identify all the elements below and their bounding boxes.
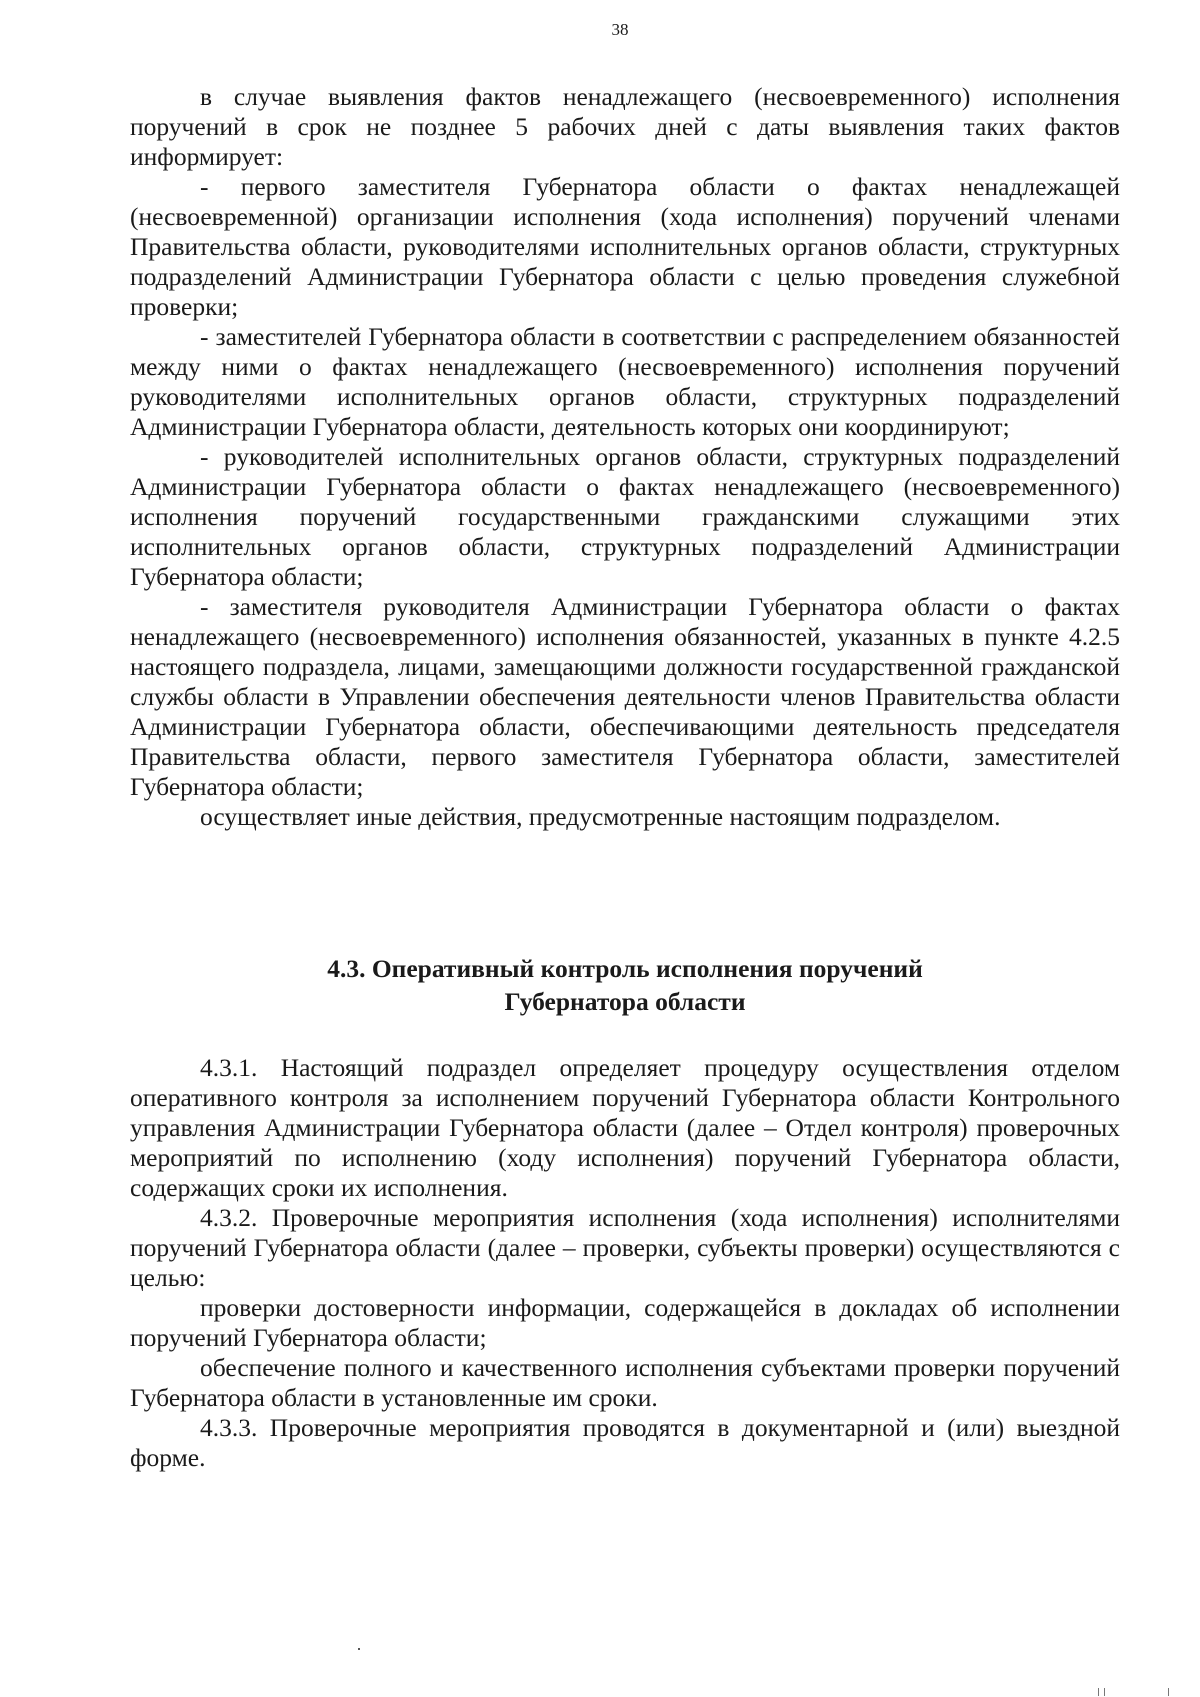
- page-number: 38: [611, 20, 629, 39]
- list-item: - первого заместителя Губернатора области о фактах ненадлежащей (несвоевременной) организации исполнения (хода исполнения) поручений членами Правительства области, руководителями исполнительных органов области, структурных подразделений Администрации Губернатора области с целью проведения служебной проверки;: [130, 172, 1120, 321]
- list-item: - заместителей Губернатора области в соответствии с распределением обязанностей между ними о фактах ненадлежащего (несвоевременного) исполнения поручений руководителями исполнительных органов области, структурных подразделений Администрации Губернатора области, деятельность которых они координируют;: [130, 322, 1120, 441]
- list-item: - руководителей исполнительных органов области, структурных подразделений Администрации Губернатора области о фактах ненадлежащего (несвоевременного) исполнения поручений государственными гражданскими служащими этих исполнительных органов области, структурных подразделений Администрации Губернатора области;: [130, 442, 1120, 591]
- section-heading-line: Губернатора области: [504, 987, 746, 1016]
- scan-artifact: [1104, 1688, 1105, 1696]
- scan-artifact: [358, 1648, 360, 1650]
- section-heading: [130, 952, 1120, 1018]
- scan-artifact: [1168, 1688, 1169, 1696]
- paragraph: 4.3.1. Настоящий подраздел определяет процедуру осуществления отделом оперативного контроля за исполнением поручений Губернатора области Контрольного управления Администрации Губернатора области (далее – Отдел контроля) проверочных мероприятий по исполнению (ходу исполнения) поручений Губернатора области, содержащих сроки их исполнения.: [130, 1053, 1120, 1202]
- paragraph: обеспечение полного и качественного исполнения субъектами проверки поручений Губернатора области в установленные им сроки.: [130, 1353, 1120, 1412]
- body-section-operative-control: [130, 1053, 1120, 1473]
- paragraph: 4.3.2. Проверочные мероприятия исполнения (хода исполнения) исполнителями поручений Губернатора области (далее – проверки, субъекты проверки) осуществляются с целью:: [130, 1203, 1120, 1292]
- body-section-notifications: [130, 82, 1120, 832]
- paragraph: 4.3.3. Проверочные мероприятия проводятся в документарной и (или) выездной форме.: [130, 1413, 1120, 1472]
- paragraph: проверки достоверности информации, содержащейся в докладах об исполнении поручений Губернатора области;: [130, 1293, 1120, 1352]
- paragraph: осуществляет иные действия, предусмотренные настоящим подразделом.: [200, 802, 1001, 831]
- section-heading-line: 4.3. Оперативный контроль исполнения поручений: [327, 954, 923, 983]
- scan-artifact: [1098, 1688, 1099, 1696]
- paragraph: в случае выявления фактов ненадлежащего (несвоевременного) исполнения поручений в срок не позднее 5 рабочих дней с даты выявления таких фактов информирует:: [130, 82, 1120, 171]
- list-item: - заместителя руководителя Администрации Губернатора области о фактах ненадлежащего (несвоевременного) исполнения обязанностей, указанных в пункте 4.2.5 настоящего подраздела, лицами, замещающими должности государственной гражданской службы области в Управлении обеспечения деятельности членов Правительства области Администрации Губернатора области, обеспечивающими деятельность председателя Правительства области, первого заместителя Губернатора области, заместителей Губернатора области;: [130, 592, 1120, 801]
